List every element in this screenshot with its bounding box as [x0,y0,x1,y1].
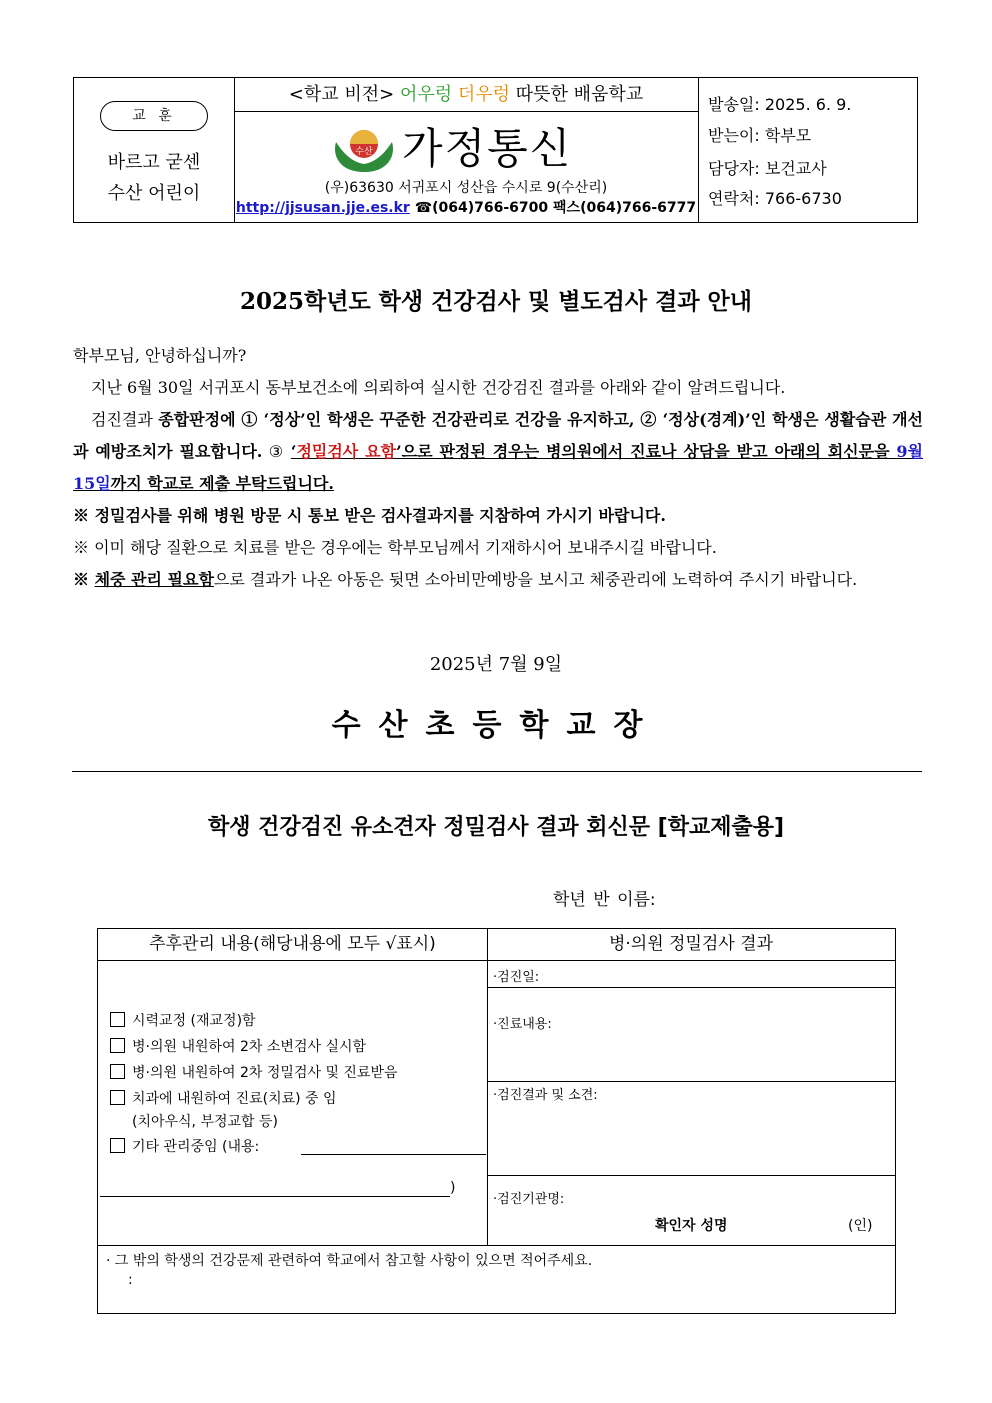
school-motto-section [74,78,235,222]
result-divider [487,1175,895,1176]
reply-form-title: 학생 건강검진 유소견자 정밀검사 결과 회신문 [학교제출용] [207,815,785,840]
result-field[interactable]: ·검진결과 및 소견: [493,1088,598,1103]
exam-date-divider [487,987,895,988]
required-note: ‘정밀검사 요함’으로 판정된 경우는 병의원에서 진료나 상담을 받고 아래의 회신문을 9월15일까지 학교로 제출 부탁드립니다. [73,442,924,493]
contact-number: 연락처: 766-6730 [708,189,842,208]
seal-mark: (인) [848,1218,873,1234]
notice-title: 2025학년도 학생 건강검사 및 별도검사 결과 안내 [240,288,752,315]
contact-line [234,197,698,217]
close-paren: ) [450,1180,456,1196]
newsletter-title: 가정통신 [402,124,573,173]
website-link[interactable]: http://jjsusan.jje.es.kr [235,200,410,216]
logo-text: 수산 [355,147,373,157]
greeting: 학부모님, 안녕하십니까? [73,346,247,365]
treatment-field[interactable]: ·진료내용: [493,1017,552,1032]
school-logo-icon [330,122,398,178]
vision-suffix: 따뜻한 배움학교 [515,84,644,105]
checkbox[interactable] [110,1012,125,1027]
phone-number: ☎(064)766-6700 [414,200,549,216]
detailed-exam-required: 정밀검사 요함 [296,442,397,461]
student-name-line: 학년 반 이름: [553,890,656,910]
principal-signature: 수산초등학교장 [331,708,661,743]
note-weight: ※ 체중 관리 필요함으로 결과가 나온 아동은 뒷면 소아비만예방을 보시고 체중관리에 노력하여 주시기 바랍니다. [73,570,858,589]
notice-body [73,340,923,596]
motto-line-1: 바르고 굳센 [107,152,201,173]
vision-word-2: 더우렁 [457,84,511,105]
exam-date-field[interactable]: ·검진일: [493,970,540,985]
recipient: 받는이: 학부모 [708,126,812,145]
other-notes-prompt: · 그 밖의 학생의 건강문제 관련하여 학교에서 참고할 사항이 있으면 적어주세요. [106,1253,593,1269]
send-date: 발송일: 2025. 6. 9. [708,95,852,114]
result-paragraph: 검진결과 종합판정에 ① ‘정상’인 학생은 꾸준한 건강관리로 건강을 유지하고, ② ‘정상(경계)’인 학생은 생활습관 개선과 예방조치가 필요합니다. ③ ‘정밀검사 요함’으로 판정된 경우는 병의원에서 진료나 상담을 받고 아래의 회신문을 9월15일까지 학교로 제출 부탁드립니다. [73,410,924,493]
check-vision-correction[interactable]: 시력교정 (재교정)함 [110,1010,256,1030]
check-dental-treatment[interactable]: 치과에 내원하여 진료(치료) 중 임 [110,1088,337,1108]
checkbox[interactable] [110,1064,125,1079]
motto-label: 교 훈 [100,101,208,131]
treatment-divider [487,1081,895,1082]
institution-field[interactable]: ·검진기관명: [493,1192,565,1207]
other-notes-field[interactable]: : [128,1272,133,1288]
due-date: 9월15일 [73,442,924,493]
vision-prefix: <학교 비전> [288,84,395,105]
footer-divider [98,1245,895,1246]
checkbox[interactable] [110,1138,125,1153]
vision-word-1: 어우렁 [399,84,453,105]
other-content-line-2[interactable] [100,1196,450,1197]
issue-date: 2025년 7월 9일 [429,654,563,675]
school-vision [234,78,698,112]
motto-line-2: 수산 어린이 [107,183,201,204]
reply-form-table [97,928,896,1314]
column-divider [487,929,488,1245]
other-content-line-1[interactable] [301,1154,486,1155]
person-in-charge: 담당자: 보건교사 [708,159,827,178]
divider [72,771,922,772]
hospital-result-header: 병·의원 정밀검사 결과 [608,934,773,954]
confirmer-name[interactable]: 확인자 성명 [655,1218,728,1234]
header-divider [98,960,895,961]
check-urine-test[interactable]: 병·의원 내원하여 2차 소변검사 실시함 [110,1036,366,1056]
note-bring-results: ※ 정밀검사를 위해 병원 방문 시 통보 받은 검사결과지를 지참하여 가시기 바랍니다. [73,506,666,525]
school-address: (우)63630 서귀포시 성산읍 수시로 9(수산리) [324,180,608,196]
followup-header: 추후관리 내용(해당내용에 모두 √표시) [149,934,436,954]
note-already-treated: ※ 이미 해당 질환으로 치료를 받은 경우에는 학부모님께서 기재하시어 보내주시길 바랍니다. [73,538,717,557]
checkbox[interactable] [110,1038,125,1053]
check-other-management[interactable]: 기타 관리중임 (내용: [110,1136,259,1156]
checkbox[interactable] [110,1090,125,1105]
letterhead-box [73,77,918,223]
dental-subnote: (치아우식, 부정교합 등) [132,1114,278,1130]
fax-number: 팩스(064)766-6777 [553,200,697,216]
school-title-section [234,78,699,222]
check-detailed-exam[interactable]: 병·의원 내원하여 2차 정밀검사 및 진료받음 [110,1062,398,1082]
delivery-info-section [698,78,917,222]
intro-paragraph: 지난 6월 30일 서귀포시 동부보건소에 의뢰하여 실시한 건강검진 결과를 아래와 같이 알려드립니다. [91,378,786,397]
